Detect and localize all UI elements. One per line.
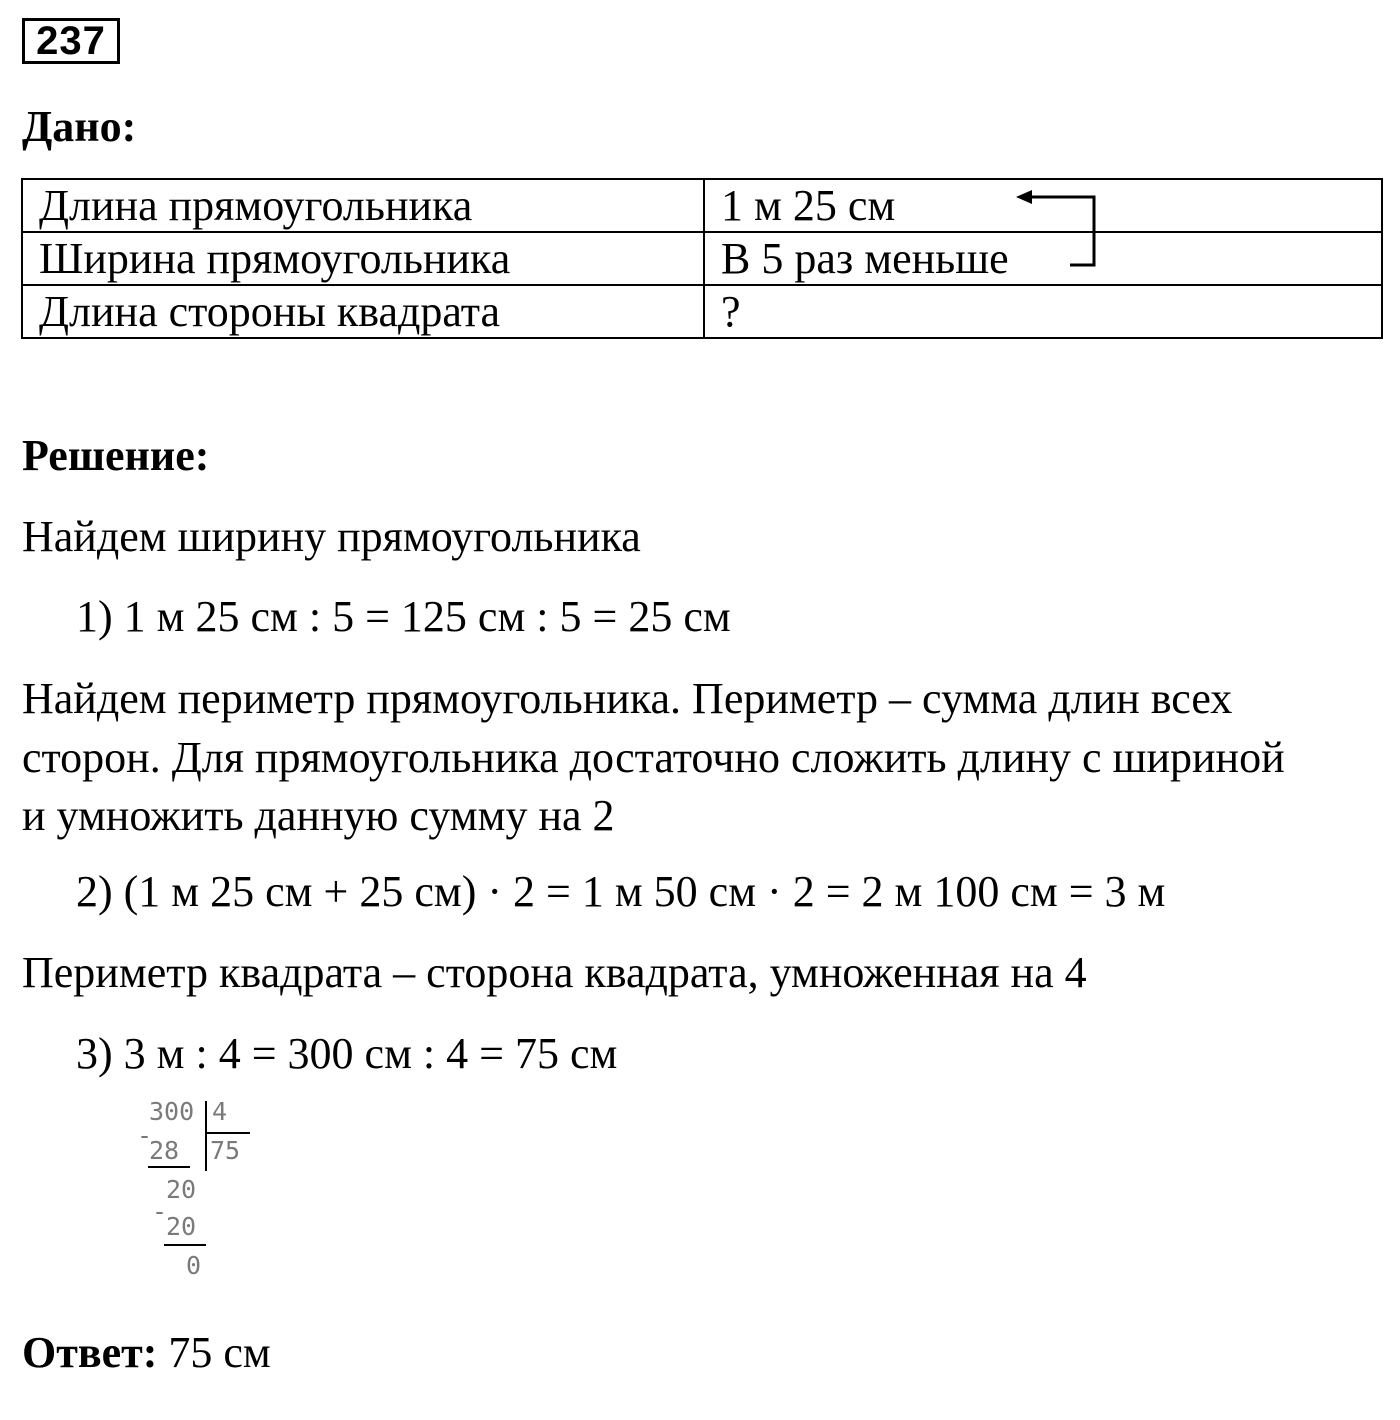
solution-step: 1) 1 м 25 см : 5 = 125 см : 5 = 25 см: [76, 592, 731, 641]
answer-value: 75 см: [168, 1328, 271, 1377]
given-label: Длина прямоугольника: [22, 179, 704, 232]
given-label: Длина стороны квадрата: [22, 285, 704, 338]
division-subtrahend: 28: [149, 1136, 180, 1165]
given-value: 1 м 25 см: [704, 179, 1382, 232]
answer-line: [22, 1328, 271, 1378]
table-row: [22, 179, 1382, 232]
division-divisor: 4: [212, 1097, 228, 1126]
answer-label: Ответ:: [22, 1328, 158, 1377]
relation-arrow-icon: [1010, 185, 1110, 280]
given-label: Ширина прямоугольника: [22, 232, 704, 285]
given-table: [21, 178, 1383, 339]
solution-step: 2) (1 м 25 см + 25 см) · 2 = 1 м 50 см · 2 = 2 м 100 см = 3 м: [76, 867, 1166, 916]
table-row: [22, 285, 1382, 338]
division-lines: [140, 1095, 270, 1285]
division-quotient: 75: [210, 1136, 241, 1165]
given-value: В 5 раз меньше: [704, 232, 1382, 285]
solution-paragraph: сторон. Для прямоугольника достаточно сложить длину с шириной: [22, 733, 1285, 782]
division-final-remainder: 0: [186, 1251, 202, 1280]
division-remainder: 20: [166, 1175, 197, 1204]
division-dividend: 300: [149, 1097, 195, 1126]
solution-paragraph: Найдем периметр прямоугольника. Периметр – сумма длин всех: [22, 674, 1233, 723]
long-division: [0, 0, 1, 1]
division-minus-sign: -: [137, 1121, 153, 1150]
solution-heading: Решение:: [22, 431, 210, 480]
division-minus-sign: -: [152, 1197, 168, 1226]
solution-step: 3) 3 м : 4 = 300 см : 4 = 75 см: [76, 1029, 618, 1078]
table-row: [22, 232, 1382, 285]
solution-paragraph: Периметр квадрата – сторона квадрата, умноженная на 4: [22, 948, 1087, 997]
division-subtrahend: 20: [166, 1212, 197, 1241]
given-heading: Дано:: [22, 102, 137, 151]
given-value: ?: [704, 285, 1382, 338]
problem-number: 237: [22, 18, 120, 64]
solution-paragraph: Найдем ширину прямоугольника: [22, 512, 641, 561]
solution-paragraph: и умножить данную сумму на 2: [22, 791, 615, 840]
